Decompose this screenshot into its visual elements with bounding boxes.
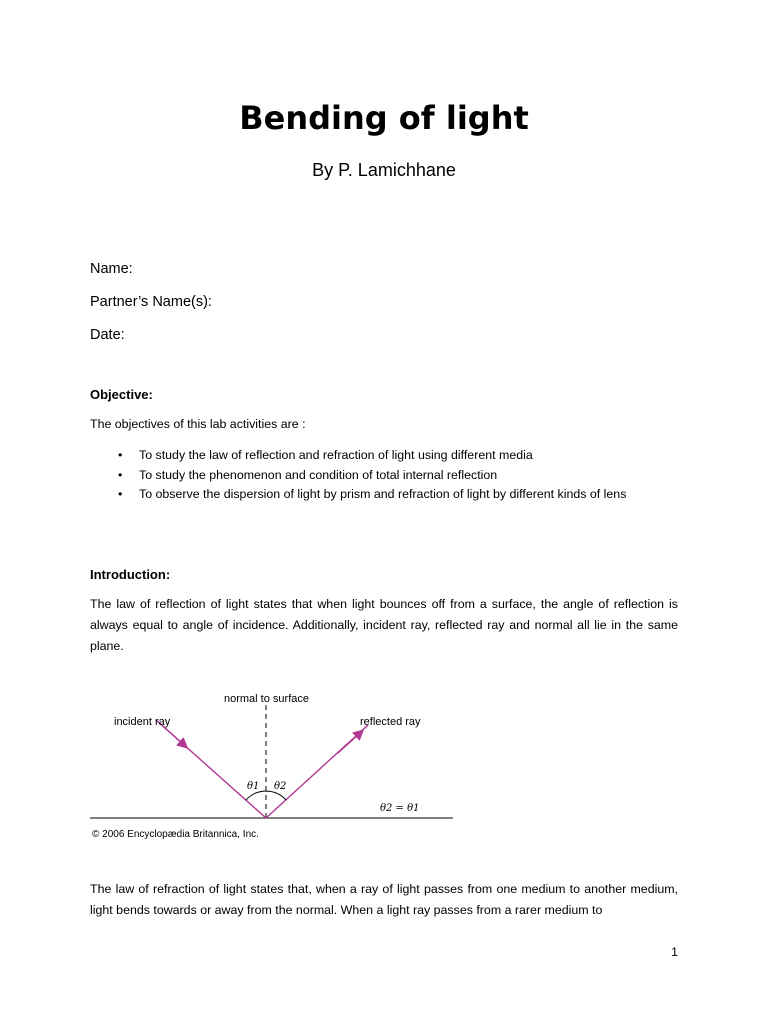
reflection-diagram <box>88 685 458 845</box>
partners-field-label: Partner’s Name(s): <box>90 294 212 310</box>
document-author: By P. Lamichhane <box>312 160 456 180</box>
incident-ray-label: incident ray <box>114 716 171 728</box>
objectives-list <box>90 446 690 505</box>
normal-label: normal to surface <box>224 693 309 705</box>
objective-intro: The objectives of this lab activities are : <box>90 417 306 431</box>
bullet-icon: • <box>118 448 123 462</box>
refraction-paragraph: The law of refraction of light states that, when a ray of light passes from one medium to another medium, light bends towards or away from the normal. When a light ray passes from a rarer medium to <box>90 882 678 917</box>
reflected-arrow-icon <box>338 733 360 753</box>
reflected-ray-label: reflected ray <box>360 716 421 728</box>
name-field-label: Name: <box>90 261 133 277</box>
equation-label: θ2 = θ1 <box>380 803 420 814</box>
objective-text: To study the law of reflection and refraction of light using different media <box>139 448 533 462</box>
introduction-heading: Introduction: <box>90 567 171 582</box>
page-number: 1 <box>671 945 678 959</box>
theta2-label: θ2 <box>274 781 287 792</box>
bullet-icon: • <box>118 467 123 482</box>
objective-text: To study the phenomenon and condition of total internal reflection <box>139 467 498 482</box>
objective-item <box>90 446 690 466</box>
figure-credit: © 2006 Encyclopædia Britannica, Inc. <box>92 829 259 840</box>
document-title: Bending of light <box>239 99 529 137</box>
bullet-icon: • <box>118 487 123 501</box>
introduction-paragraph: The law of reflection of light states that when light bounces off from a surface, the angle of reflection is always equal to angle of incidence. Additionally, incident ray, reflected ray and normal all lie in the same plane. <box>90 597 678 653</box>
date-field-label: Date: <box>90 327 125 343</box>
objective-heading: Objective: <box>90 387 153 402</box>
objective-item <box>90 485 690 505</box>
objective-text: To observe the dispersion of light by prism and refraction of light by different kinds of lens <box>139 487 627 501</box>
objective-item <box>90 466 690 486</box>
theta1-label: θ1 <box>247 781 260 792</box>
